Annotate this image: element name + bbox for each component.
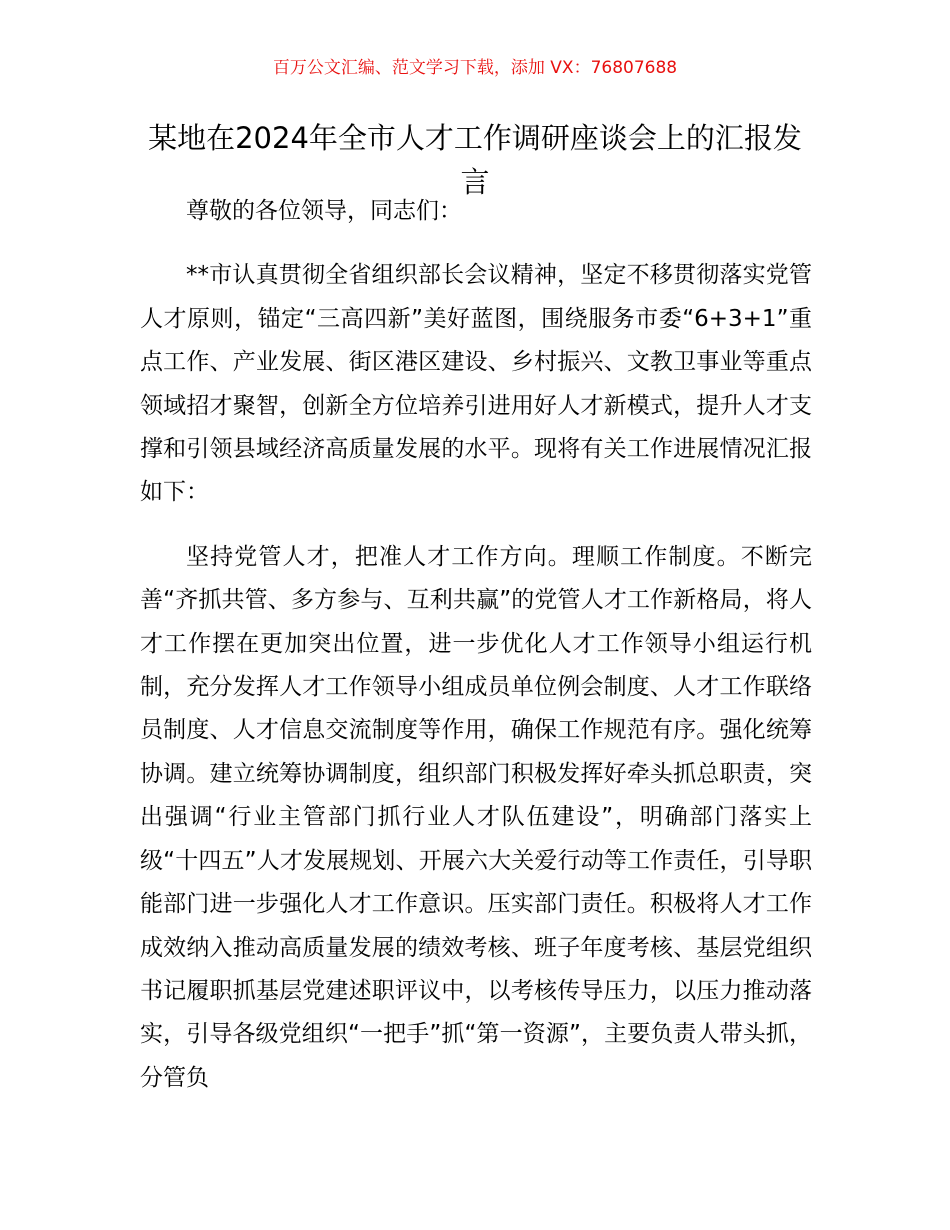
- document-body: [140, 190, 812, 1100]
- header-note: 百万公文汇编、范文学习下载，添加 VX：76807688: [272, 58, 678, 78]
- greeting: 尊敬的各位领导，同志们：: [186, 198, 462, 224]
- document-title: 某地在2024年全市人才工作调研座谈会上的汇报发言: [148, 121, 802, 199]
- paragraph: 坚持党管人才，把准人才工作方向。理顺工作制度。不断完善“齐抓共管、多方参与、互利共赢”的党管人才工作新格局，将人才工作摆在更加突出位置，进一步优化人才工作领导小组运行机制，充分发挥人才工作领导小组成员单位例会制度、人才工作联络员制度、人才信息交流制度等作用，确保工作规范有序。强化统筹协调。建立统筹协调制度，组织部门积极发挥好牵头抓总职责，突出强调“行业主管部门抓行业人才队伍建设”，明确部门落实上级“十四五”人才发展规划、开展六大关爱行动等工作责任，引导职能部门进一步强化人才工作意识。压实部门责任。积极将人才工作成效纳入推动高质量发展的绩效考核、班子年度考核、基层党组织书记履职抓基层党建述职评议中，以考核传导压力，以压力推动落实，引导各级党组织“一把手”抓“第一资源”，主要负责人带头抓，分管负: [140, 543, 812, 1091]
- paragraph: **市认真贯彻全省组织部长会议精神，坚定不移贯彻落实党管人才原则，锚定“三高四新”美好蓝图，围绕服务市委“6+3+1”重点工作、产业发展、街区港区建设、乡村振兴、文教卫事业等重点领域招才聚智，创新全方位培养引进用好人才新模式，提升人才支撑和引领县域经济高质量发展的水平。现将有关工作进展情况汇报如下：: [140, 262, 812, 506]
